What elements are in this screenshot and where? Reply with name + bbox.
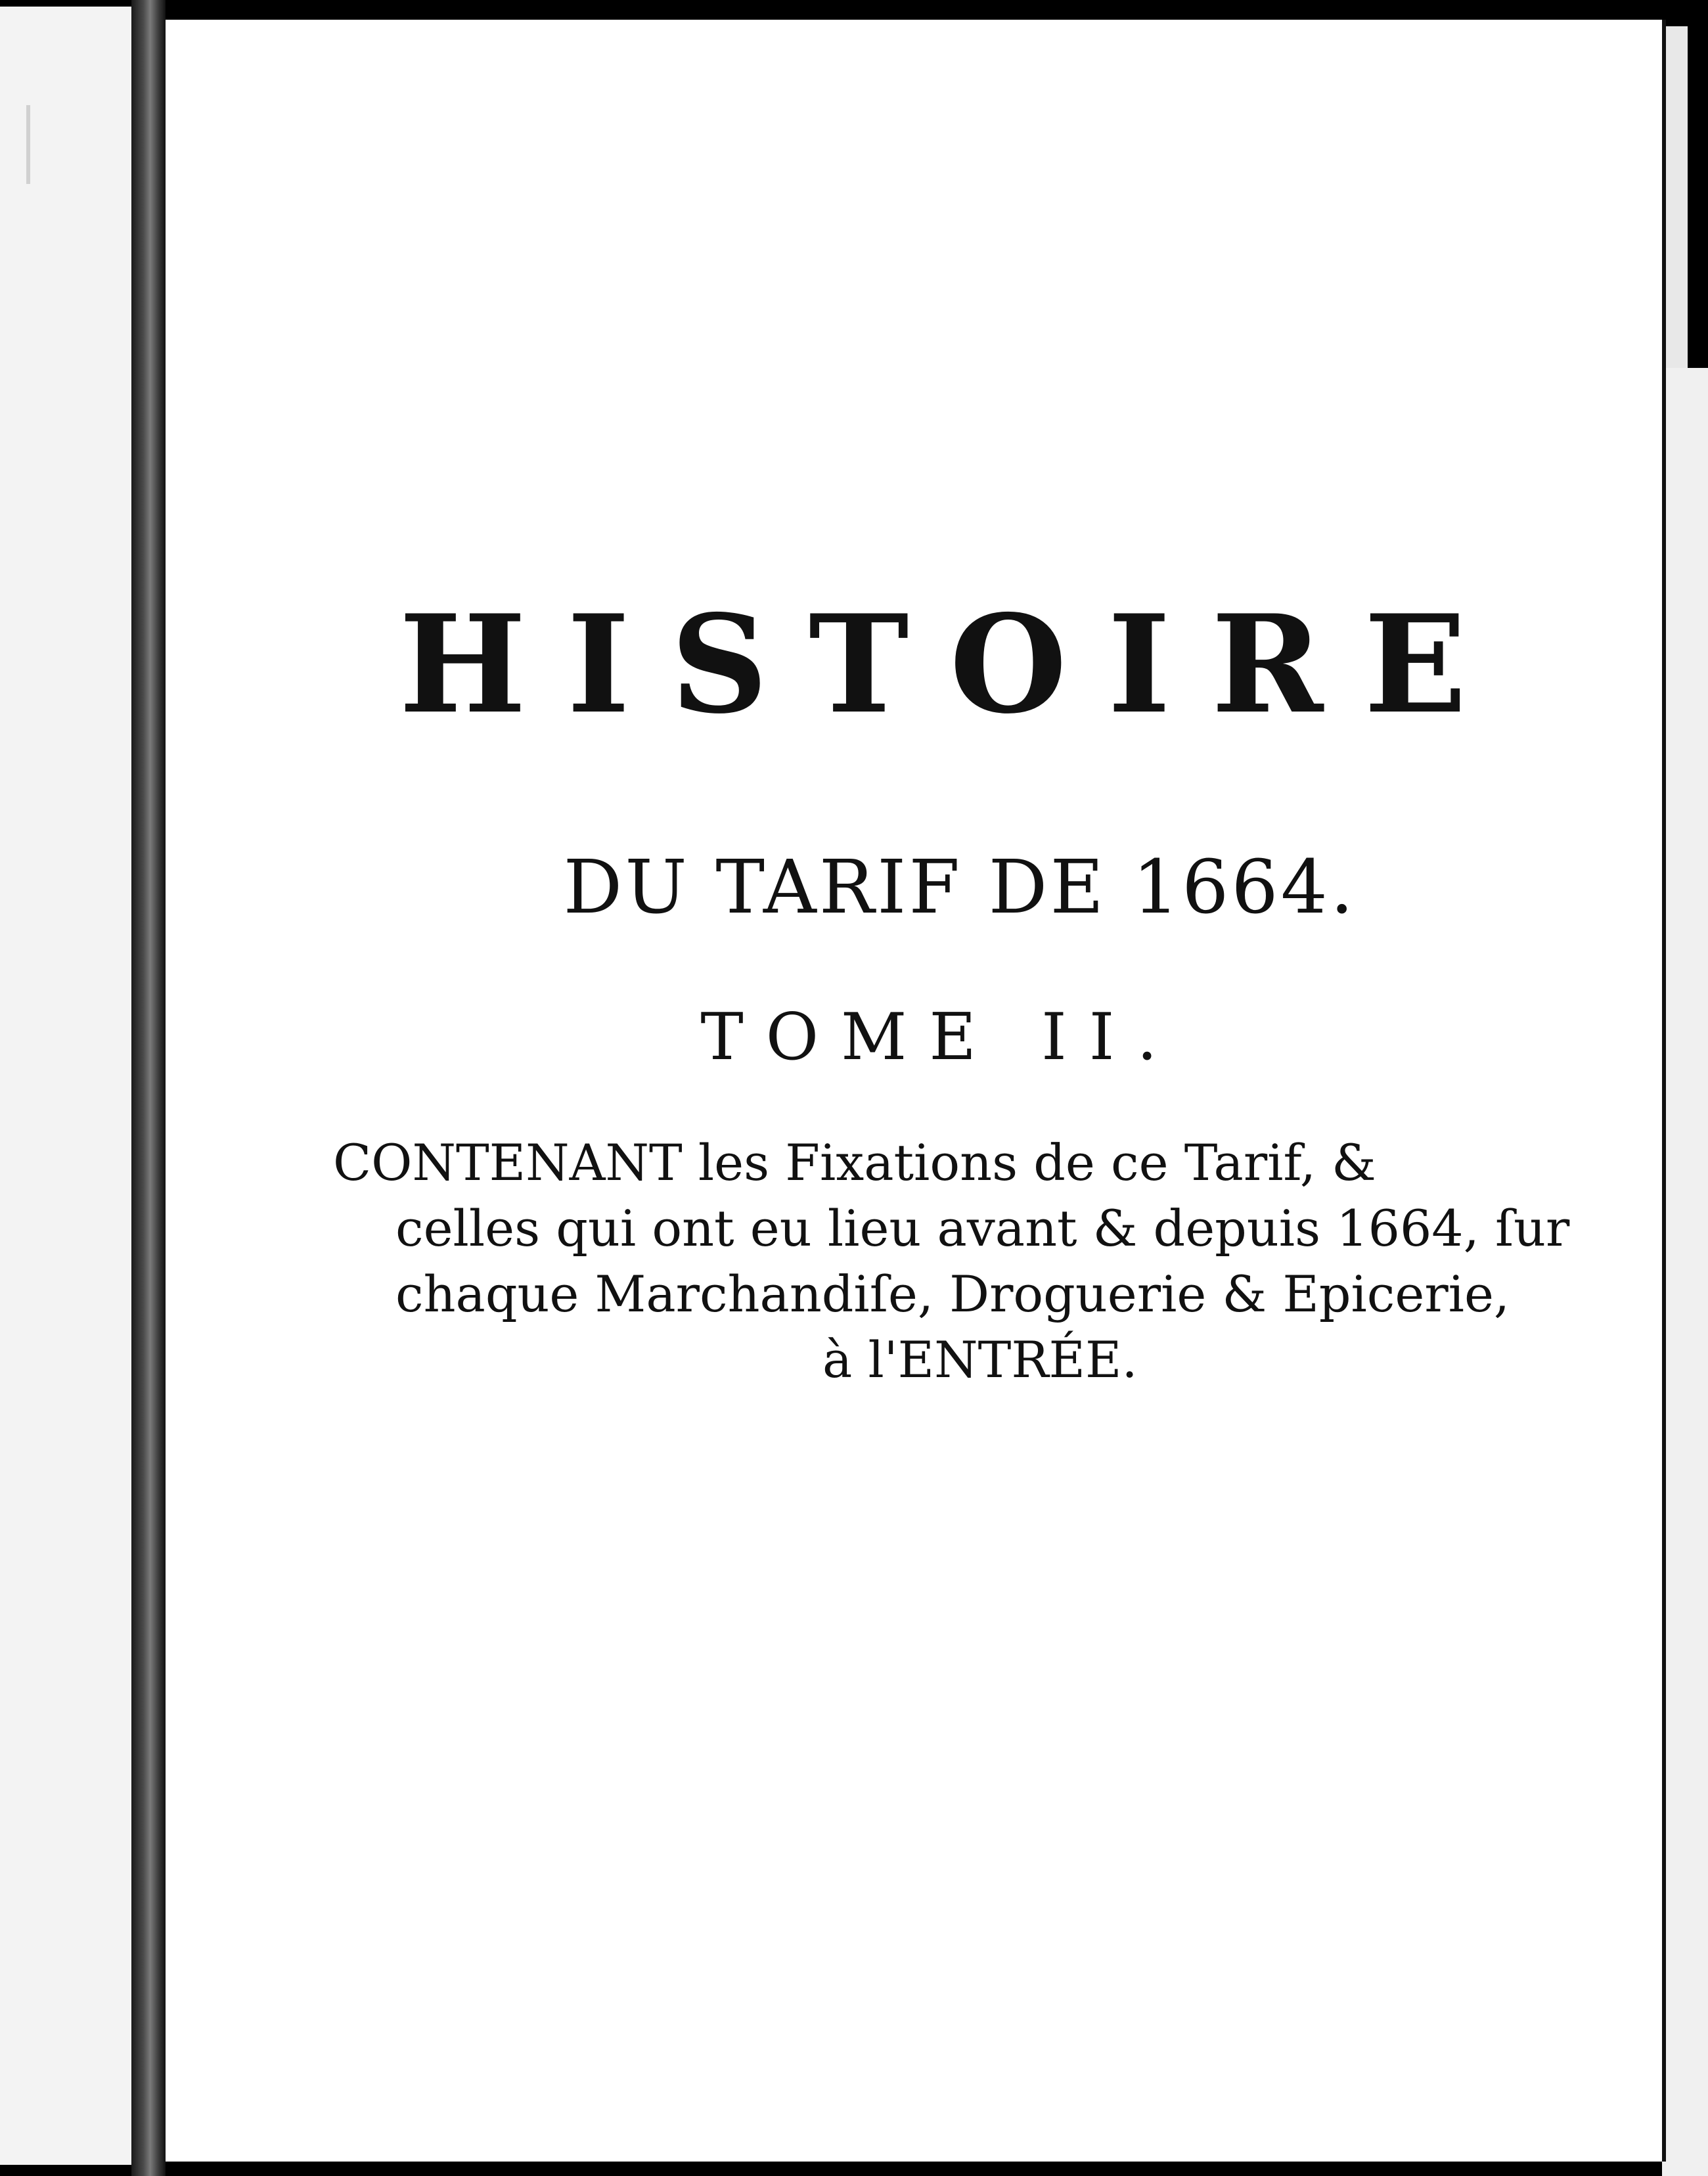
title-page [166,20,1666,2162]
volume-label: TOME II. [700,1000,1180,1075]
book-title: HISTOIRE [399,586,1508,744]
book-subtitle: DU TARIF DE 1664. [563,845,1357,930]
contents-description [333,1130,1570,1393]
facing-page-mark [26,105,30,184]
contents-line: à l'ENTRÉE. [822,1330,1138,1389]
contents-line: CONTENANT les Fixations de ce Tarif, & [333,1133,1376,1192]
contents-line: chaque Marchandiſe, Droguerie & Epicerie, [395,1265,1510,1323]
facing-page-edge [0,7,131,2165]
contents-line: celles qui ont eu lieu avant & depuis 1664, ſur [395,1199,1570,1258]
binding-gutter [131,0,166,2176]
